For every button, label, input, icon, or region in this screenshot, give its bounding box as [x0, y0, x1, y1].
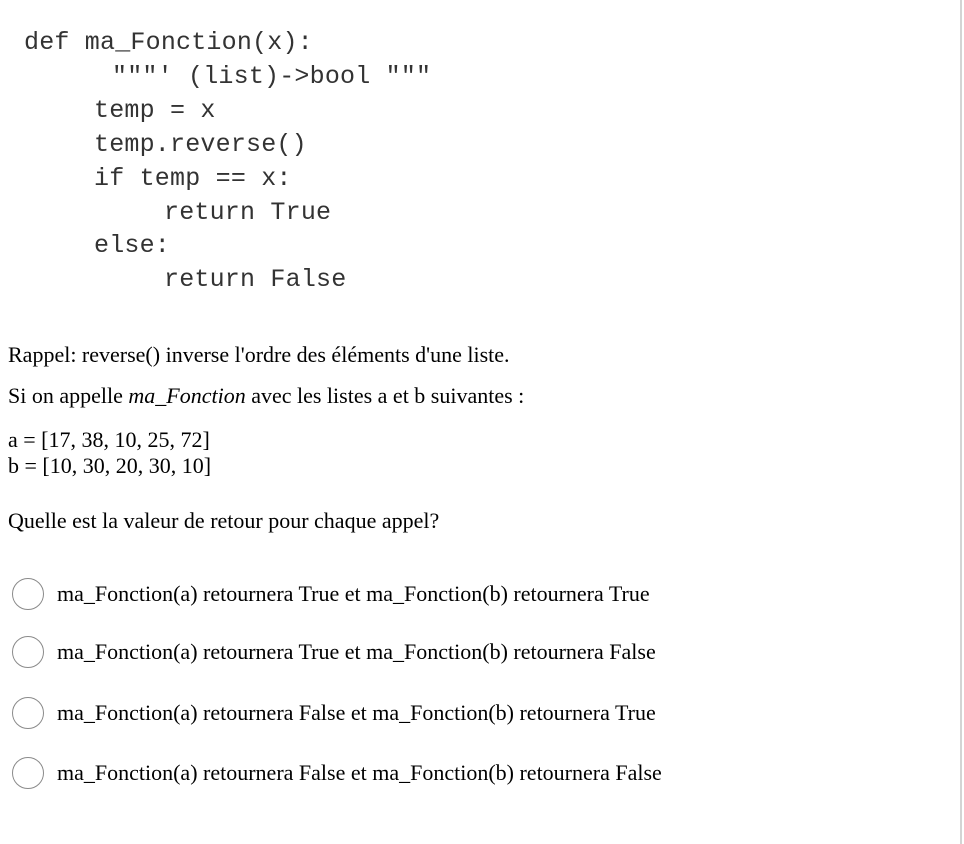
code-line: """' (list)->bool """ — [112, 62, 432, 91]
code-line: else: — [94, 231, 171, 260]
list-b-definition: b = [10, 30, 20, 30, 10] — [8, 453, 212, 478]
question-intro — [8, 383, 524, 409]
question-prompt: Quelle est la valeur de retour pour chaque appel? — [8, 508, 440, 533]
answer-option[interactable] — [12, 696, 656, 730]
answer-option-label[interactable]: ma_Fonction(a) retournera True et ma_Fonction(b) retournera True — [57, 581, 650, 606]
answer-option[interactable] — [12, 577, 650, 611]
answer-option[interactable] — [12, 756, 662, 790]
code-snippet-image — [24, 26, 584, 301]
answer-option-label[interactable]: ma_Fonction(a) retournera True et ma_Fonction(b) retournera False — [57, 639, 656, 664]
function-name: ma_Fonction — [128, 383, 246, 408]
reminder-text: Rappel: reverse() inverse l'ordre des éléments d'une liste. — [8, 342, 510, 367]
code-line: def ma_Fonction(x): — [24, 28, 313, 57]
answer-option-label[interactable]: ma_Fonction(a) retournera False et ma_Fonction(b) retournera True — [57, 700, 656, 725]
code-line: if temp == x: — [94, 164, 292, 193]
answer-option[interactable] — [12, 635, 656, 669]
list-a-definition: a = [17, 38, 10, 25, 72] — [8, 427, 210, 452]
intro-text: Si on appelle — [8, 383, 129, 408]
intro-text: avec les listes a et b suivantes : — [245, 383, 525, 408]
radio-button[interactable] — [12, 636, 44, 668]
code-line: return True — [164, 198, 332, 227]
radio-button[interactable] — [12, 757, 44, 789]
page-right-border — [960, 0, 962, 844]
radio-button[interactable] — [12, 697, 44, 729]
code-line: temp = x — [94, 96, 216, 125]
code-line: temp.reverse() — [94, 130, 307, 159]
answer-option-label[interactable]: ma_Fonction(a) retournera False et ma_Fonction(b) retournera False — [57, 760, 662, 785]
radio-button[interactable] — [12, 578, 44, 610]
code-line: return False — [164, 265, 347, 294]
